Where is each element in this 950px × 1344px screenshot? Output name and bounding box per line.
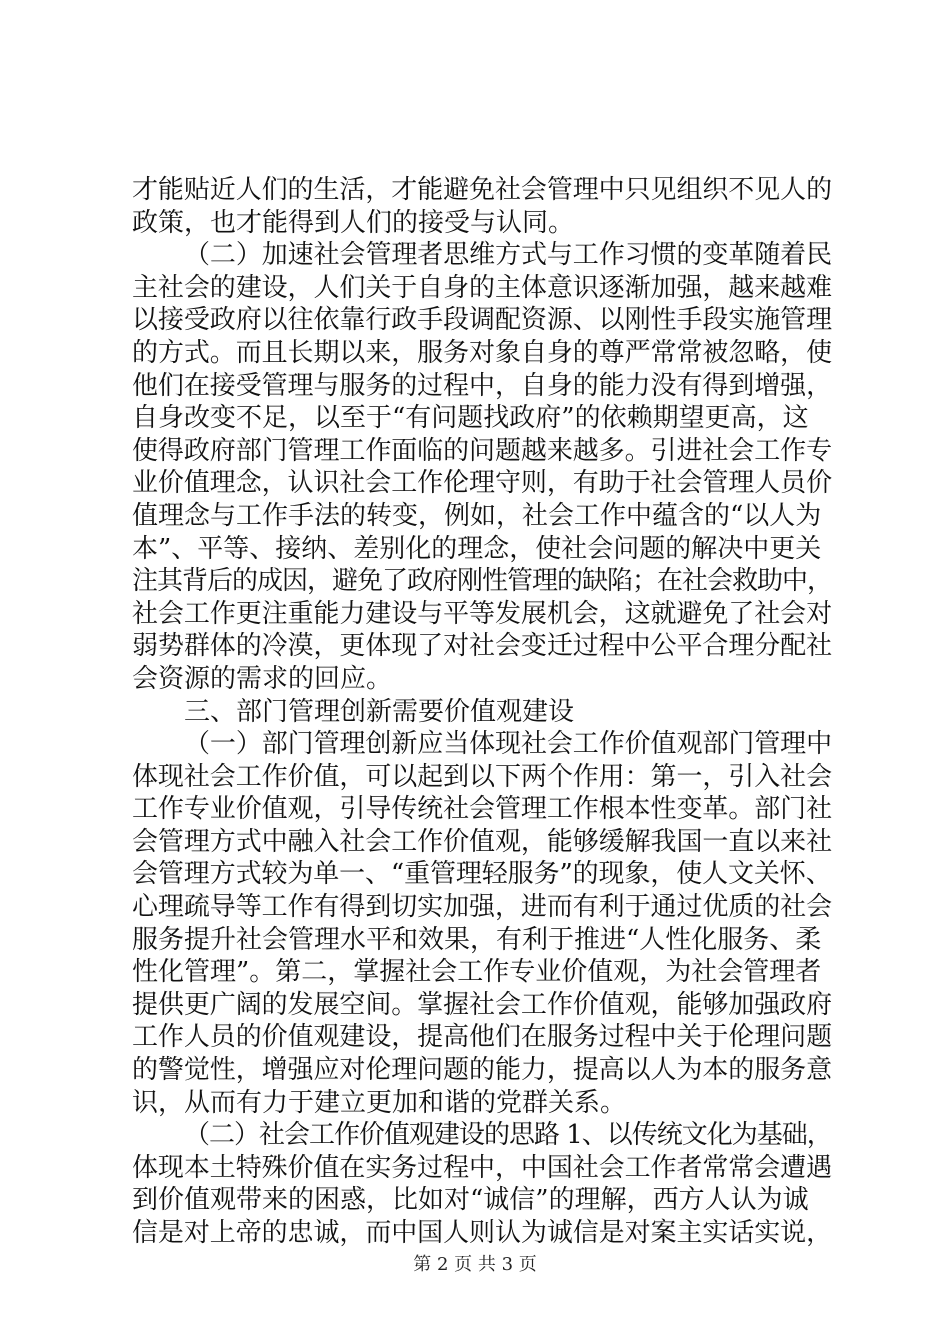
text-line: 识，从而有力于建立更加和谐的党群关系。 xyxy=(132,1087,627,1118)
text-line: 弱势群体的冷漠，更体现了对社会变迁过程中公平合理分配社 xyxy=(132,631,833,662)
text-line: 信是对上帝的忠诚，而中国人则认为诚信是对案主实话实说， xyxy=(132,1218,833,1248)
text-line: 工作专业价值观，引导传统社会管理工作根本性变革。部门社 xyxy=(132,794,833,825)
text-line: 业价值理念，认识社会工作伦理守则，有助于社会管理人员价 xyxy=(132,468,833,499)
text-line: 社会工作更注重能力建设与平等发展机会，这就避免了社会对 xyxy=(132,598,833,629)
text-line: 提供更广阔的发展空间。掌握社会工作价值观，能够加强政府 xyxy=(132,989,833,1020)
text-line: 的警觉性，增强应对伦理问题的能力，提高以人为本的服务意 xyxy=(132,1055,833,1086)
text-line: 他们在接受管理与服务的过程中，自身的能力没有得到增强， xyxy=(132,370,833,401)
text-line: 会资源的需求的回应。 xyxy=(132,663,393,694)
text-line: （二）社会工作价值观建设的思路 1、以传统文化为基础， xyxy=(184,1120,832,1151)
text-line: 本”、平等、接纳、差别化的理念，使社会问题的解决中更关 xyxy=(132,533,822,564)
document-body xyxy=(132,174,832,1250)
text-line: 三、部门管理创新需要价值观建设 xyxy=(184,696,575,727)
text-line: 体现社会工作价值，可以起到以下两个作用：第一，引入社会 xyxy=(132,761,833,792)
text-line: 才能贴近人们的生活，才能避免社会管理中只见组织不见人的 xyxy=(132,175,833,205)
text-line: 注其背后的成因，避免了政府刚性管理的缺陷；在社会救助中， xyxy=(132,566,833,597)
text-line: 工作人员的价值观建设，提高他们在服务过程中关于伦理问题 xyxy=(132,1022,833,1053)
text-line: （二）加速社会管理者思维方式与工作习惯的变革随着民 xyxy=(184,240,833,271)
text-line: 会管理方式较为单一、“重管理轻服务”的现象，使人文关怀、 xyxy=(132,859,832,890)
text-line: 使得政府部门管理工作面临的问题越来越多。引进社会工作专 xyxy=(132,435,833,466)
text-line: 以接受政府以往依靠行政手段调配资源、以刚性手段实施管理 xyxy=(132,305,833,336)
text-line: 到价值观带来的困惑，比如对“诚信”的理解，西方人认为诚 xyxy=(132,1185,809,1216)
text-line: 性化管理”。第二，掌握社会工作专业价值观，为社会管理者 xyxy=(132,957,822,988)
text-line: 体现本土特殊价值在实务过程中，中国社会工作者常常会遭遇 xyxy=(132,1152,833,1183)
text-line: 政策，也才能得到人们的接受与认同。 xyxy=(132,207,575,238)
text-line: 会管理方式中融入社会工作价值观，能够缓解我国一直以来社 xyxy=(132,826,833,857)
text-line: 服务提升社会管理水平和效果，有利于推进“人性化服务、柔 xyxy=(132,924,822,955)
text-line: 主社会的建设，人们关于自身的主体意识逐渐加强，越来越难 xyxy=(132,272,833,303)
text-line: 心理疏导等工作有得到切实加强，进而有利于通过优质的社会 xyxy=(132,892,833,923)
page-footer: 第 2 页 共 3 页 xyxy=(413,1254,537,1275)
text-line: 值理念与工作手法的转变，例如，社会工作中蕴含的“以人为 xyxy=(132,500,822,531)
text-line: 的方式。而且长期以来，服务对象自身的尊严常常被忽略，使 xyxy=(132,337,833,368)
text-line: （一）部门管理创新应当体现社会工作价值观部门管理中 xyxy=(184,729,833,760)
text-line: 自身改变不足，以至于“有问题找政府”的依赖期望更高，这 xyxy=(132,403,809,434)
